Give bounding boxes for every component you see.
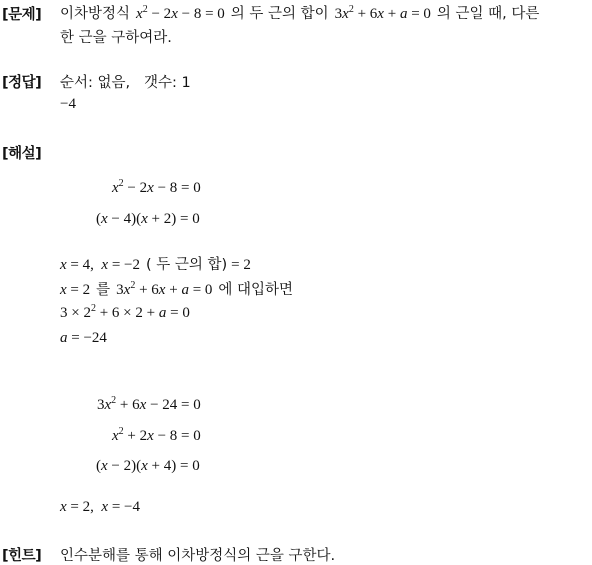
solution-eq-2: (x − 4)(x + 2) = 0 <box>96 211 200 227</box>
solution-roots: x = 4, x = −2 <box>60 257 140 273</box>
solution-sub-text-1: 를 <box>96 282 111 298</box>
problem-equation-2: $3x^2 + 6x + a = 0$ <box>334 4 431 22</box>
solution-eq-5: $3x^2 + 6x - 24 = 0$ <box>97 395 201 413</box>
problem-text-4: 한 근을 구하여라. <box>60 30 172 46</box>
problem-line-1 <box>60 2 539 23</box>
problem-text-3: 의 근일 때, 다른 <box>436 6 540 22</box>
solution-eq-7: (x − 2)(x + 4) = 0 <box>96 458 200 474</box>
solution-label: [해설] <box>2 146 42 162</box>
hint-text: 인수분해를 통해 이차방정식의 근을 구한다. <box>60 548 336 564</box>
solution-sub-eq: $3x^2 + 6x + a = 0$ <box>116 280 213 298</box>
problem-equation-1: $x^2 - 2x - 8 = 0$ <box>136 4 225 22</box>
solution-x2: x = 2 <box>60 282 91 298</box>
solution-final-roots: x = 2, x = −4 <box>60 499 140 515</box>
problem-text-2: 의 두 근의 합이 <box>230 6 329 22</box>
answer-value: −4 <box>60 96 76 112</box>
solution-sum-text: ( 두 근의 합) <box>145 257 228 273</box>
solution-sub-text-2: 에 대입하면 <box>218 282 294 298</box>
solution-eq-6: $x^2 + 2x - 8 = 0$ <box>112 426 201 444</box>
hint-label: [힌트] <box>2 548 42 564</box>
solution-roots-line <box>60 253 251 274</box>
solution-eq-4: a = −24 <box>60 330 107 346</box>
problem-text-1: 이차방정식 <box>60 6 131 22</box>
answer-label: [정답] <box>2 75 42 91</box>
solution-eq-1: $x^2 - 2x - 8 = 0$ <box>112 178 201 196</box>
solution-sum-value: = 2 <box>231 257 251 273</box>
answer-meta: 순서: 없음, 갯수: 1 <box>60 75 191 91</box>
problem-label: [문제] <box>2 7 42 23</box>
solution-eq-3: $3 \times 2^2 + 6 \times 2 + a = 0$ <box>60 303 190 321</box>
solution-sub-line <box>60 278 293 299</box>
